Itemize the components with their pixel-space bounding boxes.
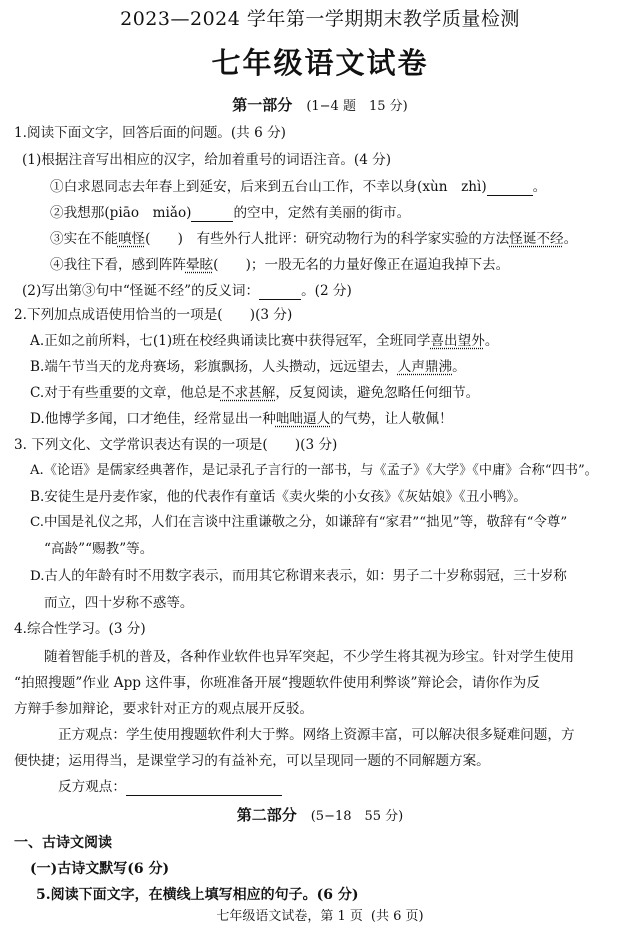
- q2-option-b-idiom: 人声鼎沸: [397, 359, 453, 375]
- q1-item4-text-c: ( )；一股无名的力量好像正在逼迫我掉下去。: [213, 257, 510, 273]
- q2-option-a-end: 。: [484, 333, 499, 349]
- q3-stem: 3. 下列文化、文学常识表达有误的一项是( )(3 分): [14, 437, 338, 453]
- q1-item2-text-a: ②我想那(piāo miǎo): [50, 205, 192, 221]
- q1-item2-blank[interactable]: [191, 207, 233, 222]
- q3-option-c-line1: C.中国是礼仪之邦，人们在言谈中注重谦敬之分，如谦辞有“家君”“拙见”等，敬辞有“令尊”: [30, 515, 568, 530]
- q4-passage-line1: 随着智能手机的普及，各种作业软件也异军突起，不少学生将其视为珍宝。针对学生使用: [44, 649, 575, 665]
- exam-title: 2023—2024 学年第一学期期末教学质量检测: [120, 8, 520, 30]
- q1-item3-keyword: 嗔怪: [117, 231, 146, 247]
- part1-title: 第一部分: [232, 96, 293, 114]
- part1-range: (1−4 题 15 分): [306, 99, 408, 114]
- q2-option-c-text: C.对于有些重要的文章，他总是: [30, 385, 221, 401]
- q2-option-d-end: 的气势，让人敬佩！: [330, 411, 453, 427]
- q3-option-a: A.《论语》是儒家经典著作，是记录孔子言行的一部书，与《孟子》《大学》《中庸》合称“四书”。: [30, 463, 598, 478]
- q1-item1-end: 。: [532, 179, 547, 195]
- q4-answer-blank[interactable]: [126, 781, 282, 796]
- q4-pro-view-line1: 正方观点：学生使用搜题软件利大于弊。网络上资源丰富，可以解决很多疑难问题，方: [58, 727, 575, 743]
- q4-answer-label: 反方观点：: [58, 779, 126, 795]
- q1-item4-text-a: ④我往下看，感到阵阵: [50, 257, 186, 273]
- q3-option-d-line1: D.古人的年龄有时不用数字表示，而用其它称谓来表示，如：男子二十岁称弱冠，三十岁称: [30, 569, 567, 584]
- q4-answer-line: [58, 778, 282, 796]
- main-title: 七年级语文试卷: [211, 46, 429, 80]
- section1-subtitle: (一)古诗文默写(6 分): [30, 861, 170, 877]
- q2-option-d-text: D.他博学多闻，口才绝佳，经常显出一种: [30, 411, 276, 427]
- footer-page-label: 七年级语文试卷，第 1 页: [216, 909, 363, 924]
- q4-pro-view-line2: 便快捷；运用得当，是课堂学习的有益补充，可以呈现同一题的不同解题方案。: [14, 753, 490, 769]
- q4-passage-line2: “拍照搜题”作业 App 这件事，你班准备开展“搜题软件使用利弊谈”辩论会，请你作为反: [14, 675, 540, 691]
- q1-item1-blank[interactable]: [487, 181, 533, 196]
- q4-stem: 4.综合性学习。(3 分): [14, 621, 146, 637]
- q3-option-d-line2: 而立，四十岁称不惑等。: [44, 595, 194, 611]
- q1-stem: 1.阅读下面文字，回答后面的问题。(共 6 分): [14, 125, 286, 141]
- q1-item3-keyword2: 怪诞不经: [509, 231, 564, 247]
- q2-option-b-text: B.端午节当天的龙舟赛场，彩旗飘扬，人头攒动，远远望去，: [30, 359, 398, 375]
- q1-item4: [50, 256, 509, 274]
- q5-stem: 5.阅读下面文字，在横线上填写相应的句子。(6 分): [36, 887, 359, 903]
- q4-passage-line3: 方辩手参加辩论，要求针对正方的观点展开反驳。: [14, 701, 314, 717]
- q1-sub2-blank[interactable]: [259, 285, 301, 300]
- q1-sub2: [22, 282, 352, 300]
- part2-title: 第二部分: [236, 806, 297, 824]
- q3-option-c-line2: “高龄”“赐教”等。: [44, 541, 154, 557]
- q2-option-d: [30, 410, 453, 428]
- q2-option-c-idiom: 不求甚解: [220, 385, 276, 401]
- q2-stem: 2.下列加点成语使用恰当的一项是( )(3 分): [14, 307, 293, 323]
- q1-item3-text-c: ( ) 有些外行人批评：研究动物行为的科学家实验的方法: [145, 231, 510, 247]
- q3-option-b: B.安徒生是丹麦作家，他的代表作有童话《卖火柴的小女孩》《灰姑娘》《丑小鸭》。: [30, 489, 527, 505]
- q2-option-d-idiom: 咄咄逼人: [275, 411, 331, 427]
- footer-total-pages: (共 6 页): [370, 909, 424, 924]
- q1-item3-end: 。: [563, 231, 578, 247]
- q2-option-c-end: ，反复阅读，避免忽略任何细节。: [275, 385, 480, 401]
- q1-item1: [50, 178, 546, 196]
- q2-option-b: [30, 358, 466, 376]
- section1-title: 一、古诗文阅读: [14, 835, 112, 851]
- q1-item4-keyword: 晕眩: [185, 257, 214, 273]
- q1-sub2-text: (2)写出第③句中“怪诞不经”的反义词：: [22, 283, 260, 299]
- q2-option-c: [30, 384, 479, 402]
- q1-item2-text-b: 的空中，定然有美丽的街市。: [233, 205, 411, 221]
- page-footer: [0, 908, 640, 926]
- q1-item2: [50, 204, 410, 222]
- q1-item1-text: ①白求恩同志去年春上到延安，后来到五台山工作，不幸以身(xùn zhì): [50, 179, 487, 195]
- q2-option-a: [30, 332, 498, 350]
- q1-item3-text-a: ③实在不能: [50, 231, 118, 247]
- part2-range: (5−18 55 分): [310, 809, 404, 824]
- q1-sub2-end: 。(2 分): [301, 283, 352, 299]
- q2-option-a-text: A.正如之前所料，七(1)班在校经典诵读比赛中获得冠军，全班同学: [30, 333, 431, 349]
- q1-sub1: (1)根据注音写出相应的汉字，给加着重号的词语注音。(4 分): [22, 152, 392, 168]
- part1-heading: [0, 96, 640, 116]
- q1-item3: [50, 230, 577, 248]
- q2-option-b-end: 。: [452, 359, 466, 375]
- part2-heading: [0, 806, 640, 826]
- q2-option-a-idiom: 喜出望外: [430, 333, 485, 349]
